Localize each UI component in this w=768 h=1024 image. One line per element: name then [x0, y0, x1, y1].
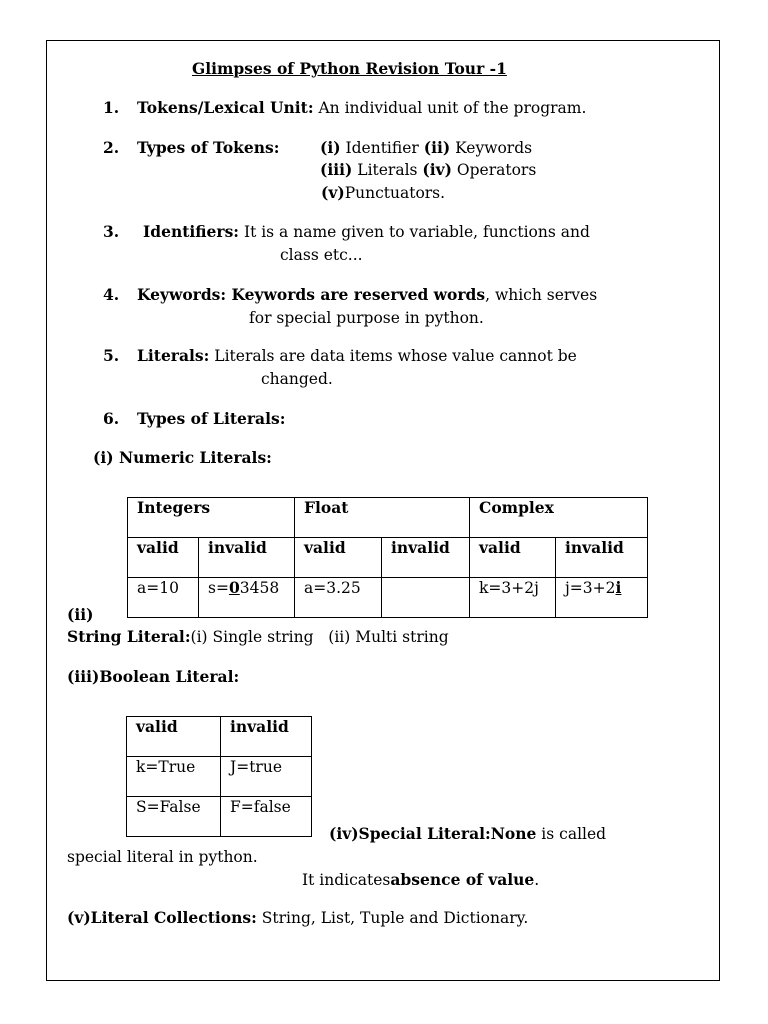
item-text: An individual unit of the program. [313, 99, 587, 117]
token-marker: (v) [321, 183, 345, 202]
cell-float-valid: a=3.25 [295, 578, 382, 618]
bool-cell: F=false [221, 797, 312, 837]
bool-header-valid: valid [127, 717, 221, 757]
special-bold-text: absence of value [390, 870, 535, 889]
cell-float-invalid [382, 578, 470, 618]
token-marker: (i) [320, 138, 341, 157]
cell-underlined-char: 0 [228, 578, 240, 597]
item-number: 1. [103, 98, 120, 117]
special-literal-text: is called [536, 825, 607, 843]
item-number: 6. [103, 409, 120, 428]
string-literal-text: (i) Single string (ii) Multi string [190, 628, 449, 646]
token-line-1 [320, 138, 532, 158]
special-literal-term: (iv)Special Literal:None [329, 824, 537, 843]
special-literal-line-3 [302, 870, 539, 890]
item-term: Types of Literals: [137, 409, 286, 428]
item-6 [103, 409, 285, 429]
item-term: Keywords: Keywords are reserved words [137, 285, 486, 304]
bool-cell: J=true [221, 757, 312, 797]
cell-text: j=3+2 [565, 579, 616, 597]
item-5-continued: changed. [261, 370, 333, 388]
subheader-invalid: invalid [556, 538, 648, 578]
literal-collections-term: (v)Literal Collections: [67, 908, 257, 927]
cell-int-invalid [199, 578, 295, 618]
cell-text: s= [208, 579, 229, 597]
token-text: Literals [352, 161, 423, 179]
subheader-valid: valid [295, 538, 382, 578]
special-literal-line-2: special literal in python. [67, 848, 258, 866]
token-text: Operators [451, 161, 537, 179]
item-3 [103, 222, 590, 242]
item-2 [103, 138, 279, 158]
item-4 [103, 285, 597, 305]
subheader-invalid: invalid [199, 538, 295, 578]
token-marker: (iii) [320, 160, 353, 179]
item-number: 5. [103, 346, 120, 365]
special-text: It indicates [302, 871, 391, 889]
token-text: Keywords [450, 139, 533, 157]
subheader-valid: valid [128, 538, 199, 578]
bool-cell: k=True [127, 757, 221, 797]
token-marker: (iv) [422, 160, 452, 179]
item-3-continued: class etc... [280, 246, 363, 264]
numeric-literals-heading: (i) Numeric Literals: [93, 448, 272, 467]
subheader-valid: valid [470, 538, 556, 578]
cell-underlined-char: i [615, 578, 622, 597]
item-term: Tokens/Lexical Unit: [137, 98, 314, 117]
boolean-literal-heading: (iii)Boolean Literal: [67, 667, 240, 686]
bool-header-invalid: invalid [221, 717, 312, 757]
string-literal-term: String Literal: [67, 627, 191, 646]
item-number: 2. [103, 138, 120, 157]
item-5 [103, 346, 577, 366]
string-literal-line [67, 627, 449, 647]
item-number: 3. [103, 222, 120, 241]
item-text: Literals are data items whose value cannot be [209, 347, 577, 365]
subheader-invalid: invalid [382, 538, 470, 578]
literal-collections-line [67, 908, 528, 928]
special-literal-line-1 [329, 824, 606, 844]
group-header-float: Float [295, 498, 470, 538]
page-title: Glimpses of Python Revision Tour -1 [192, 59, 507, 78]
item-number: 4. [103, 285, 120, 304]
special-text: . [534, 871, 540, 889]
item-text: , which serves [485, 286, 598, 304]
cell-complex-valid: k=3+2j [470, 578, 556, 618]
item-term: Types of Tokens: [137, 138, 280, 157]
token-text: Punctuators. [344, 184, 446, 202]
cell-int-valid: a=10 [128, 578, 199, 618]
item-1 [103, 98, 586, 118]
group-header-integers: Integers [128, 498, 295, 538]
cell-text: 3458 [239, 579, 280, 597]
bool-cell: S=False [127, 797, 221, 837]
group-header-complex: Complex [470, 498, 648, 538]
string-literal-marker: (ii) [67, 605, 94, 624]
token-line-3 [321, 183, 445, 203]
cell-complex-invalid [556, 578, 648, 618]
boolean-literal-table [126, 716, 312, 837]
item-term: Literals: [137, 346, 210, 365]
item-text: It is a name given to variable, functions and [239, 223, 590, 241]
token-text: Identifier [340, 139, 424, 157]
token-line-2 [320, 160, 536, 180]
numeric-literals-table [127, 497, 648, 618]
item-term: Identifiers: [143, 222, 240, 241]
literal-collections-text: String, List, Tuple and Dictionary. [256, 909, 529, 927]
token-marker: (ii) [423, 138, 451, 157]
item-4-continued: for special purpose in python. [249, 309, 484, 327]
